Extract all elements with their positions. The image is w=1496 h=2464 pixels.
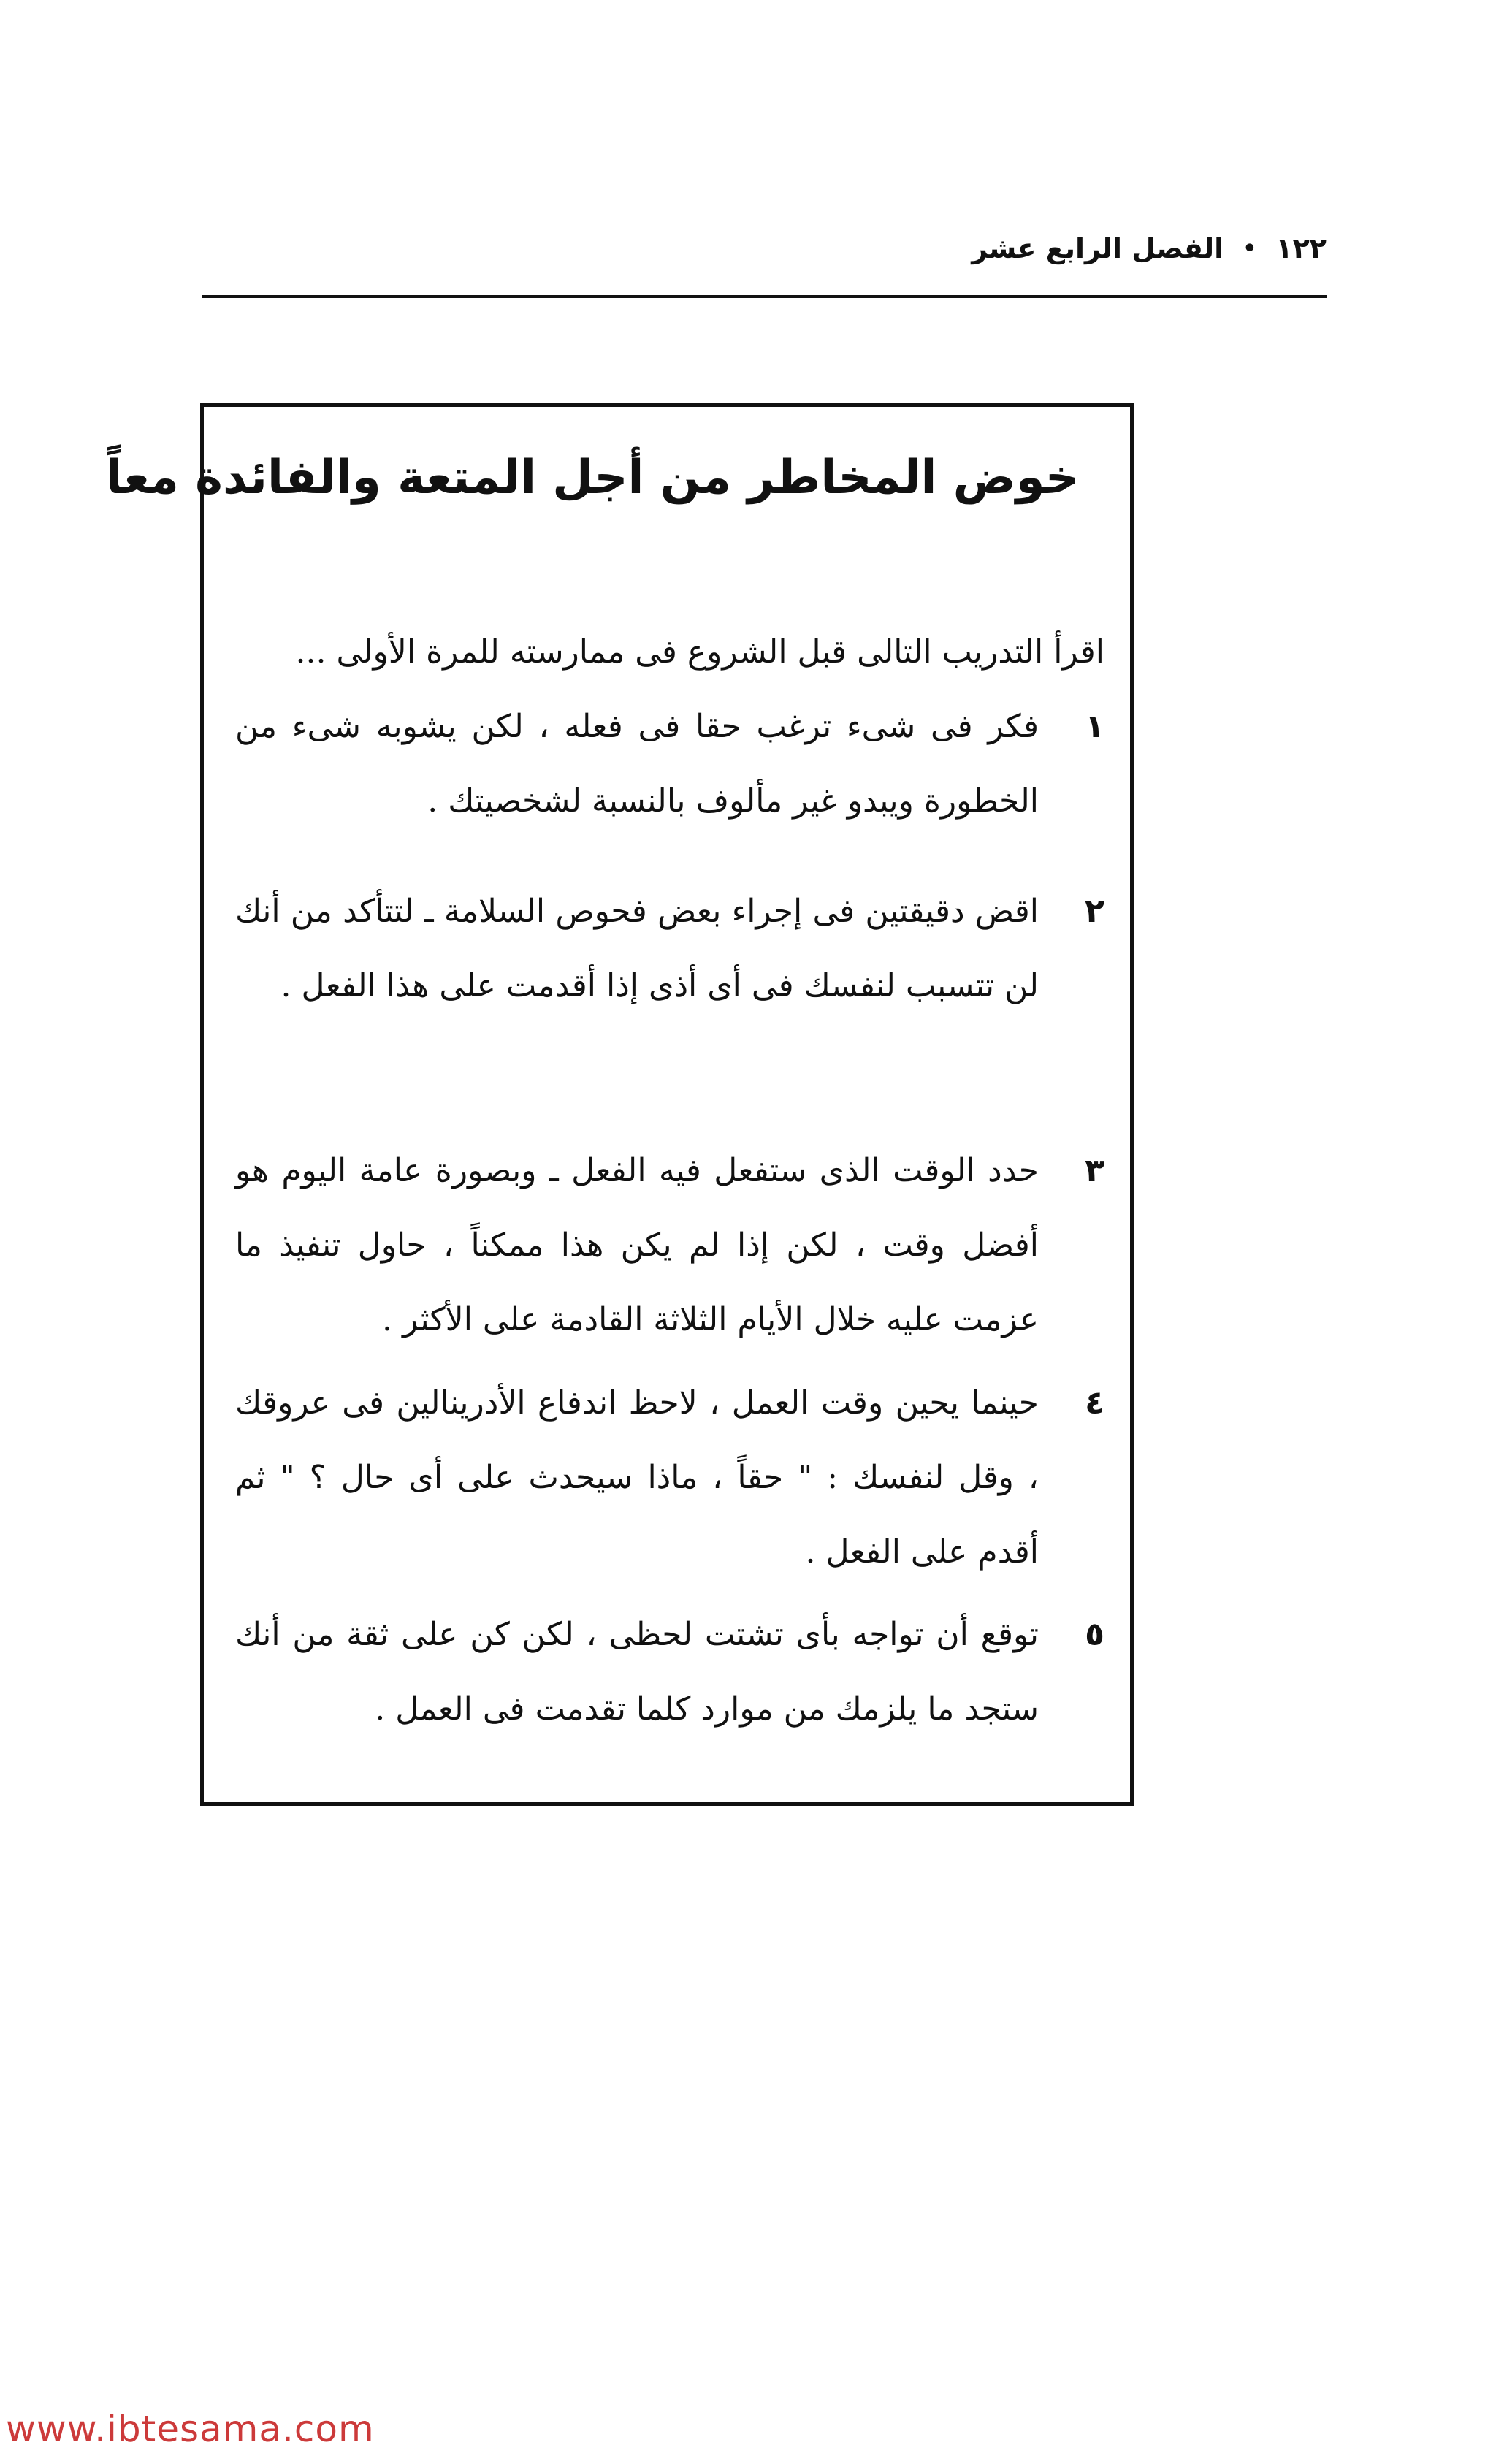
- item-text: اقض دقيقتين فى إجراء بعض فحوص السلامة ـ لتتأكد من أنك لن تتسبب لنفسك فى أى أذى إذا أقدمت على هذا الفعل .: [235, 893, 1039, 1004]
- chapter-title: الفصل الرابع عشر: [972, 232, 1224, 264]
- exercise-box: [106, 403, 1134, 1806]
- list-item: [235, 874, 1104, 1023]
- item-text: حينما يحين وقت العمل ، لاحظ اندفاع الأدرينالين فى عروقك ، وقل لنفسك : " حقاً ، ماذا سيحدث على أى حال ؟ " ثم أقدم على الفعل .: [235, 1384, 1039, 1571]
- item-text: فكر فى شىء ترغب حقا فى فعله ، لكن يشوبه شىء من الخطورة ويبدو غير مألوف بالنسبة لشخصيتك .: [235, 708, 1039, 820]
- list-item: [235, 690, 1104, 839]
- list-item: [235, 1134, 1104, 1357]
- item-number: ٢: [1085, 893, 1104, 930]
- site-watermark: www.ibtesama.com: [6, 2408, 375, 2450]
- item-number: ٥: [1085, 1616, 1104, 1653]
- box-intro: اقرأ التدريب التالى قبل الشروع فى ممارسته للمرة الأولى ...: [295, 633, 1104, 671]
- list-item: [235, 1598, 1104, 1747]
- running-header: [972, 232, 1327, 264]
- item-number: ٣: [1085, 1152, 1104, 1189]
- item-number: ٤: [1085, 1384, 1104, 1422]
- header-rule: [202, 295, 1327, 298]
- page-number: ١٢٢: [1275, 232, 1327, 264]
- item-text: حدد الوقت الذى ستفعل فيه الفعل ـ وبصورة عامة اليوم هو أفضل وقت ، لكن إذا لم يكن هذا ممكناً ، حاول تنفيذ ما عزمت عليه خلال الأيام الثلاثة القادمة على الأكثر .: [235, 1152, 1039, 1338]
- list-item: [235, 1366, 1104, 1590]
- box-title: خوض المخاطر من أجل المتعة والفائدة معاً: [106, 451, 1079, 505]
- item-text: توقع أن تواجه بأى تشتت لحظى ، لكن كن على ثقة من أنك ستجد ما يلزمك من موارد كلما تقدمت فى العمل .: [235, 1616, 1039, 1728]
- header-bullet: •: [1243, 235, 1257, 262]
- item-number: ١: [1085, 708, 1104, 745]
